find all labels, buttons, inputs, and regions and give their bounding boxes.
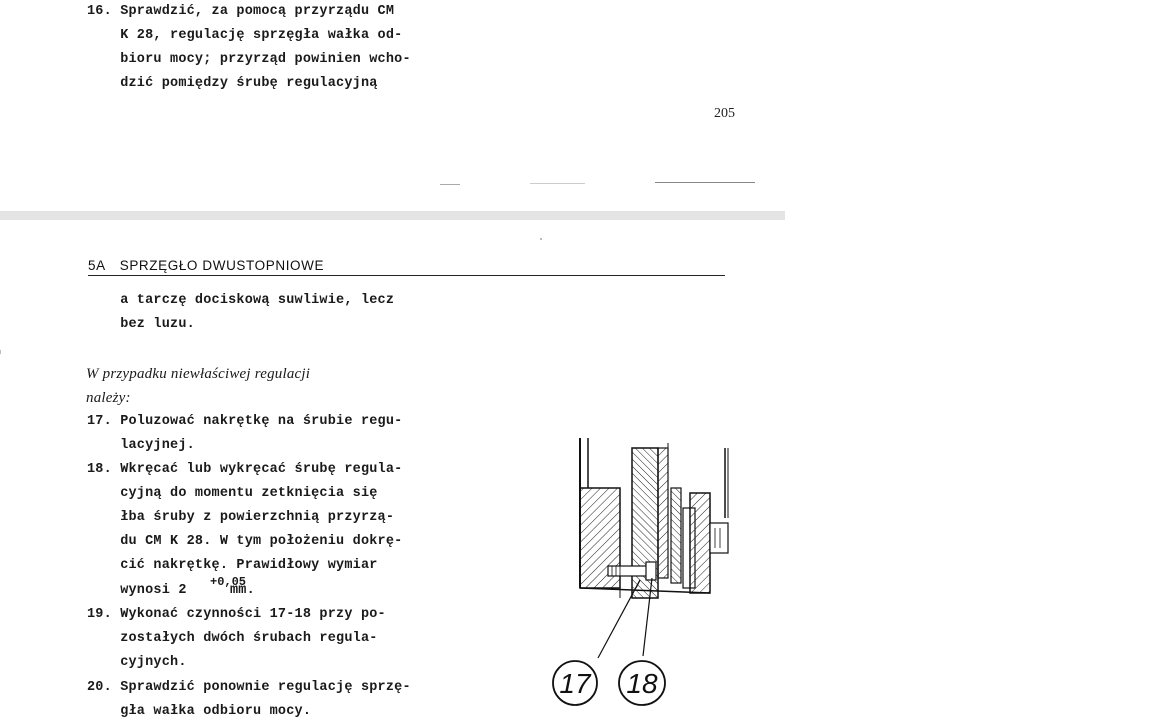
step-18-line-4: du CM K 28. W tym położeniu dokrę- bbox=[87, 534, 403, 549]
continuation-line-1: a tarczę dociskową suwliwie, lecz bbox=[87, 293, 395, 308]
section-header bbox=[88, 258, 725, 276]
step-17-line-1: 17. Poluzować nakrętkę na śrubie regu- bbox=[87, 414, 403, 429]
step-19-line-2: zostałych dwóch śrubach regula- bbox=[87, 631, 378, 646]
page-205 bbox=[0, 0, 785, 211]
step-18-line-3: łba śruby z powierzchnią przyrzą- bbox=[87, 510, 395, 525]
scan-speck bbox=[655, 182, 755, 183]
section-title: SPRZĘGŁO DWUSTOPNIOWE bbox=[119, 258, 325, 273]
callout-17-label: 17 bbox=[559, 668, 591, 699]
step-18-dimension-unit: mm. bbox=[230, 583, 255, 598]
scan-speck bbox=[530, 183, 585, 184]
continuation-line-2: bez luzu. bbox=[87, 317, 195, 332]
italic-heading-line-2: należy: bbox=[86, 390, 131, 406]
page-206 bbox=[0, 220, 785, 723]
step-18-line-2: cyjną do momentu zetknięcia się bbox=[87, 486, 378, 501]
step-16-line-1: 16. Sprawdzić, za pomocą przyrządu CM bbox=[87, 4, 395, 19]
step-17-line-2: lacyjnej. bbox=[87, 438, 195, 453]
section-number: 5A bbox=[88, 258, 106, 273]
step-18-dimension-tolerance: +0,05 bbox=[210, 575, 247, 589]
clutch-cross-section-figure bbox=[540, 438, 750, 723]
scan-speck bbox=[540, 238, 542, 240]
page-number: 205 bbox=[714, 106, 735, 121]
scan-speck bbox=[0, 350, 1, 354]
scan-speck bbox=[440, 184, 460, 185]
viewer-background bbox=[785, 0, 1152, 723]
step-16-line-3: bioru mocy; przyrząd powinien wcho- bbox=[87, 52, 411, 67]
step-20-line-1: 20. Sprawdzić ponownie regulację sprzę- bbox=[87, 680, 411, 695]
step-20-line-2: gła wałka odbioru mocy. bbox=[87, 704, 312, 719]
step-19-line-3: cyjnych. bbox=[87, 655, 187, 670]
step-18-dimension-prefix: wynosi 2 bbox=[87, 583, 187, 598]
step-18-line-1: 18. Wkręcać lub wykręcać śrubę regula- bbox=[87, 462, 403, 477]
step-16-line-4: dzić pomiędzy śrubę regulacyjną bbox=[87, 76, 378, 91]
callout-18-label: 18 bbox=[626, 668, 658, 699]
step-16-line-2: K 28, regulację sprzęgła wałka od- bbox=[87, 28, 403, 43]
step-18-line-5: cić nakrętkę. Prawidłowy wymiar bbox=[87, 558, 378, 573]
page-separator bbox=[0, 211, 785, 220]
italic-heading-line-1: W przypadku niewłaściwej regulacji bbox=[86, 366, 311, 382]
step-19-line-1: 19. Wykonać czynności 17-18 przy po- bbox=[87, 607, 386, 622]
